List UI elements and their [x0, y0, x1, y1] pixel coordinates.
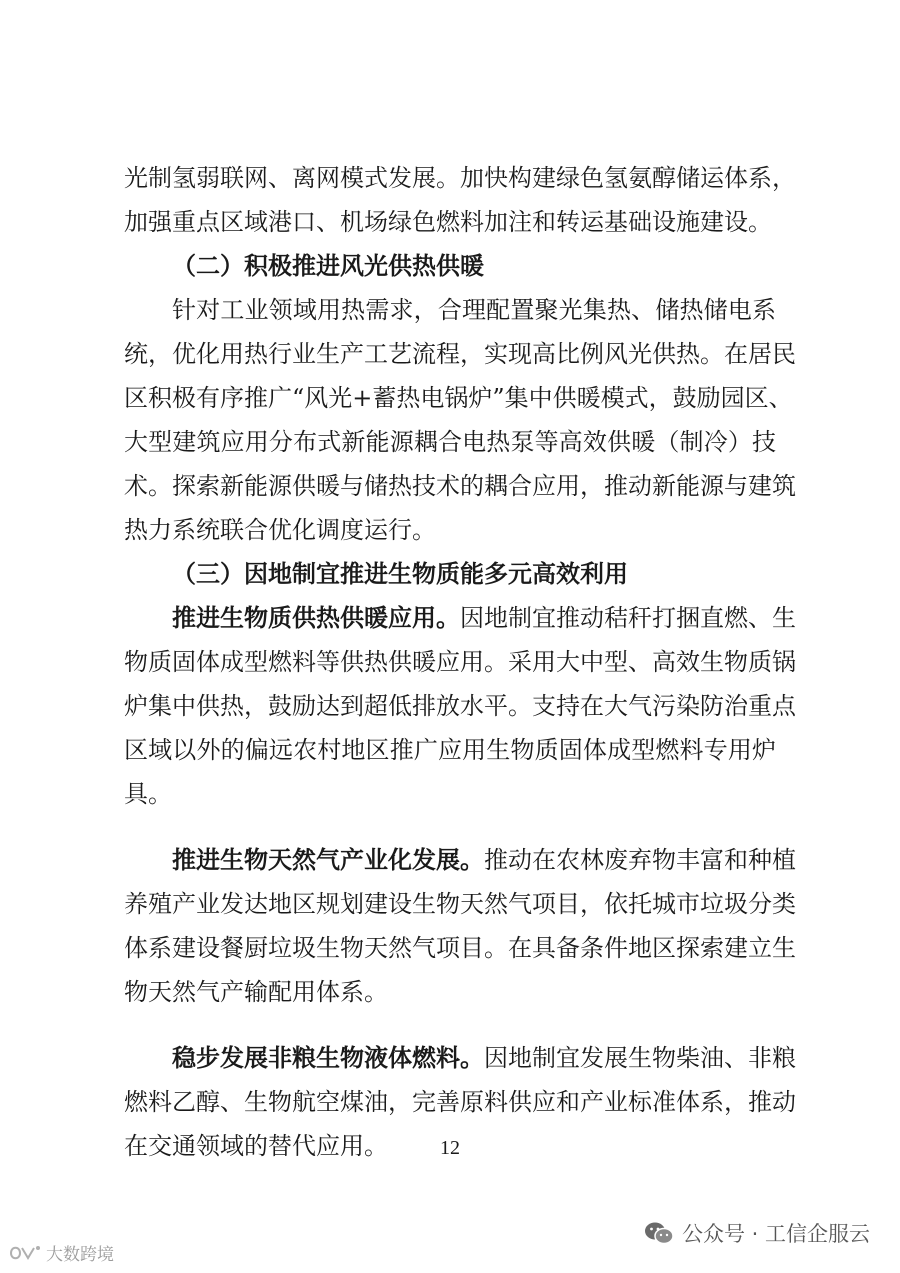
line-text: 燃料乙醇、生物航空煤油，完善原料供应和产业标准体系，推动: [124, 1088, 796, 1116]
line-text: 在交通领域的替代应用。: [124, 1132, 388, 1160]
text-line: [124, 882, 796, 926]
line-text: 养殖产业发达地区规划建设生物天然气项目，依托城市垃圾分类: [124, 890, 796, 918]
watermark-text: 公众号 · 工信企服云: [681, 1222, 870, 1246]
line-text: 术。探索新能源供暖与储热技术的耦合应用，推动新能源与建筑: [124, 472, 796, 500]
line-text: 因地制宜发展生物柴油、非粮: [484, 1044, 796, 1072]
section-heading: [124, 244, 776, 288]
text-line: [124, 420, 776, 464]
text-line: [124, 1036, 796, 1080]
line-text: 具。: [124, 780, 172, 808]
bold-lead-phrase: 稳步发展非粮生物液体燃料。: [172, 1043, 484, 1072]
line-text: 大型建筑应用分布式新能源耦合电热泵等高效供暖（制冷）技: [124, 428, 776, 456]
text-line: [124, 728, 776, 772]
line-text: （二）积极推进风光供热供暖: [172, 251, 484, 280]
wechat-icon: [644, 1220, 674, 1246]
line-text: 针对工业领域用热需求，合理配置聚光集热、储热储电系: [172, 296, 776, 324]
line-text: （三）因地制宜推进生物质能多元高效利用: [172, 559, 628, 588]
text-line: [124, 332, 796, 376]
text-line: [124, 926, 796, 970]
line-text: 区积极有序推广“风光+蓄热电锅炉”集中供暖模式，鼓励园区、: [124, 384, 793, 412]
line-text: 体系建设餐厨垃圾生物天然气项目。在具备条件地区探索建立生: [124, 934, 796, 962]
paragraph-gap: [124, 816, 776, 838]
text-line: [124, 288, 776, 332]
line-text: 统，优化用热行业生产工艺流程，实现高比例风光供热。在居民: [124, 340, 796, 368]
line-text: 推动在农林废弃物丰富和种植: [484, 846, 796, 874]
line-text: 光制氢弱联网、离网模式发展。加快构建绿色氢氨醇储运体系，: [124, 164, 796, 192]
line-text: 物质固体成型燃料等供热供暖应用。采用大中型、高效生物质锅: [124, 648, 796, 676]
text-line: [124, 376, 793, 420]
text-line: [124, 464, 796, 508]
text-line: [124, 200, 776, 244]
line-text: 区域以外的偏远农村地区推广应用生物质固体成型燃料专用炉: [124, 736, 776, 764]
text-line: [124, 1080, 796, 1124]
line-text: 热力系统联合优化调度运行。: [124, 516, 436, 544]
body-text: [124, 156, 796, 1168]
text-line: [124, 970, 776, 1014]
line-text: 炉集中供热，鼓励达到超低排放水平。支持在大气污染防治重点: [124, 692, 796, 720]
bold-lead-phrase: 推进生物天然气产业化发展。: [172, 845, 484, 874]
wechat-watermark: [644, 1218, 870, 1248]
text-line: [124, 508, 776, 552]
paragraph-gap: [124, 1014, 776, 1036]
text-line: [124, 772, 776, 816]
line-text: 加强重点区域港口、机场绿色燃料加注和转运基础设施建设。: [124, 208, 772, 236]
brand-watermark: [8, 1240, 114, 1265]
brand-logo-icon: [8, 1242, 42, 1264]
page-number: 12: [440, 1137, 460, 1159]
section-heading: [124, 552, 776, 596]
line-text: 因地制宜推动秸秆打捆直燃、生: [460, 604, 796, 632]
text-line: [124, 156, 796, 200]
text-line: [124, 838, 796, 882]
text-line: [124, 640, 796, 684]
text-line: [124, 596, 796, 640]
line-text: 物天然气产输配用体系。: [124, 978, 388, 1006]
bold-lead-phrase: 推进生物质供热供暖应用。: [172, 603, 460, 632]
text-line: [124, 684, 796, 728]
brand-watermark-text: 大数跨境: [46, 1245, 114, 1265]
